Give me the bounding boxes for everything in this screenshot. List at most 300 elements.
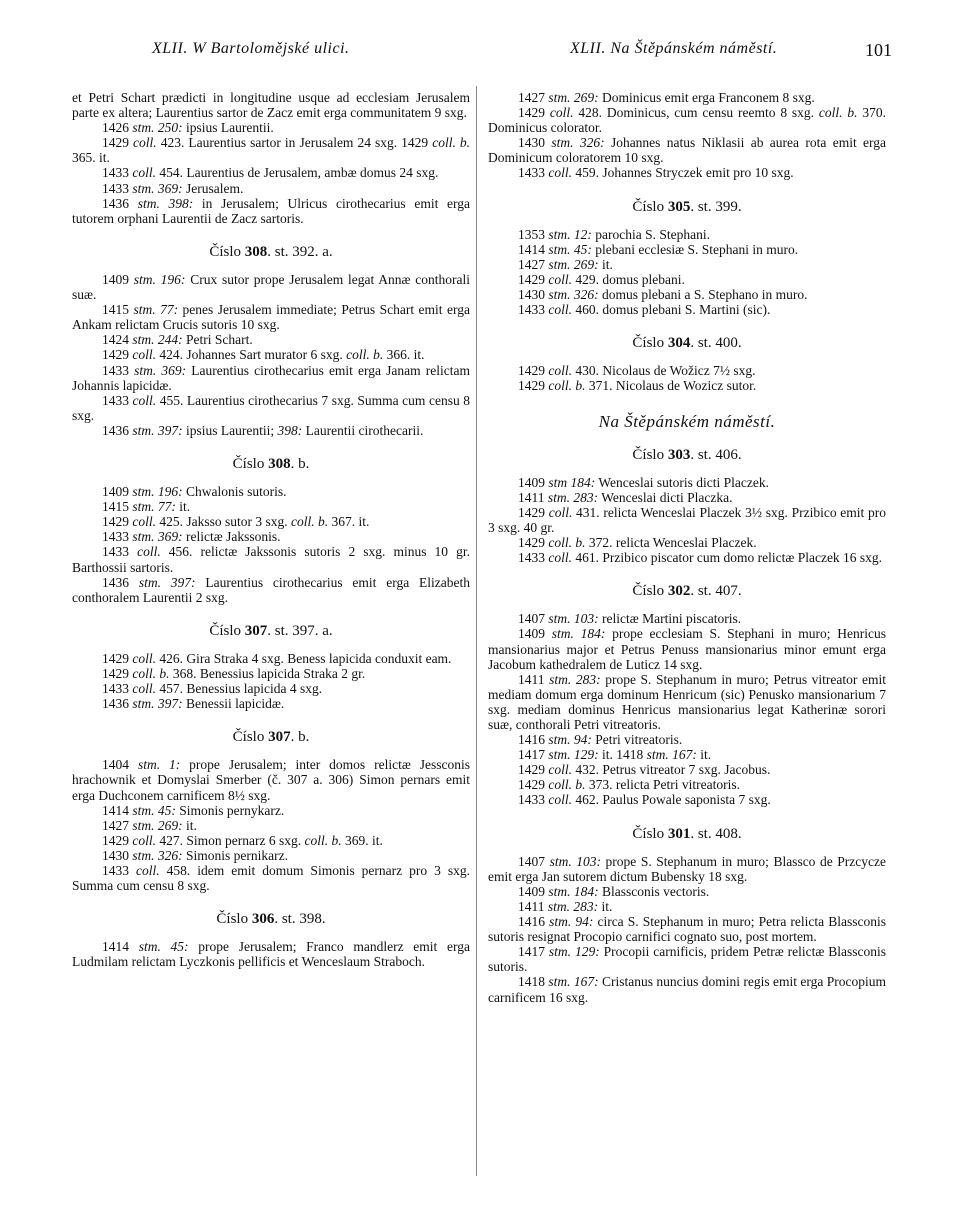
source-reference: stm. 103:	[548, 611, 599, 627]
source-reference: stm. 369:	[132, 529, 183, 545]
house-number-heading	[488, 827, 886, 842]
entry-text: 1429	[518, 271, 549, 287]
entry-text: 1353	[518, 226, 549, 242]
column-divider	[476, 86, 477, 1176]
entry-paragraph	[488, 626, 886, 671]
entry-paragraph	[72, 181, 470, 196]
heading-number: 308	[244, 243, 268, 260]
source-reference: stm. 103:	[549, 853, 601, 869]
entry-text: 1429	[102, 135, 134, 151]
source-reference: coll.	[548, 302, 572, 318]
left-column	[72, 90, 470, 970]
entry-text: 1433	[102, 165, 133, 181]
heading-label: Číslo	[232, 729, 265, 746]
entry-paragraph	[72, 90, 470, 120]
entry-paragraph	[488, 535, 886, 550]
heading-number: 308	[268, 455, 291, 472]
entry-text: 428. Dominicus, cum censu reemto 8 sxg.	[573, 105, 819, 121]
source-reference: coll. b.	[548, 777, 586, 793]
entry-text: 371. Nicolaus de Wozicz sutor.	[585, 378, 757, 394]
entry-text: prope ecclesiam S. Stephani in muro; Henricus mansionarius major et Petrus Penuss mansionarius minor emunt erga Jacobum kathedralem de Luticz 14 sxg.	[488, 626, 887, 672]
source-reference: stm. 167:	[548, 974, 599, 990]
entry-text: 1430	[102, 847, 133, 863]
entry-text: Crux sutor prope Jerusalem legat Annæ conthorali suæ.	[72, 271, 471, 303]
heading-label: Číslo	[632, 583, 665, 600]
source-reference: 398:	[277, 422, 303, 438]
entry-text: Dominicus emit erga Franconem 8 sxg.	[598, 90, 815, 105]
entry-paragraph	[72, 332, 470, 347]
entry-text: 455. Laurentius cirothecarius 7 sxg. Summa cum censu 8 sxg.	[72, 392, 470, 423]
entry-text: 430. Nicolaus de Wožicz 7½ sxg.	[572, 363, 756, 379]
entry-text: prope S. Stephanum in muro; Petrus vitreator emit mediam domum erga dominum Henricum (sic) Penusko mansionarium 7 sxg. mediam dominus Henricus mansionarius legat Katherinæ sorori suæ, conthorali Petri vitreatoris.	[488, 671, 887, 732]
entry-text: 429. domus plebani.	[572, 271, 685, 287]
entry-text: plebani ecclesiæ S. Stephani in muro.	[591, 241, 799, 257]
source-reference: stm. 269:	[548, 256, 599, 272]
entry-text: Petri vitreatoris.	[591, 732, 683, 748]
entry-text: 1429	[102, 347, 133, 363]
source-reference: stm. 129:	[548, 944, 600, 960]
entry-text: 1416	[518, 732, 549, 748]
entry-text: 1433	[102, 544, 138, 560]
entry-text: 1427	[518, 90, 549, 105]
entry-text: 1416	[518, 914, 550, 930]
entry-paragraph	[488, 611, 886, 626]
entry-text: 1429	[518, 105, 550, 121]
entry-text: Simonis pernikarz.	[182, 847, 288, 863]
entry-paragraph	[488, 287, 886, 302]
entry-text: 454. Laurentius de Jerusalem, ambæ domus 24 sxg.	[156, 165, 439, 181]
entry-text: 1424	[102, 332, 133, 348]
house-number-heading	[488, 336, 886, 351]
house-number-heading	[488, 200, 886, 215]
entry-text: 369. it.	[341, 832, 383, 848]
entry-text: Petri Schart.	[182, 332, 253, 348]
entry-paragraph	[488, 475, 886, 490]
source-reference: stm. 398:	[137, 195, 194, 211]
entry-paragraph	[488, 302, 886, 317]
entry-paragraph	[72, 302, 470, 332]
entry-text: 1429	[518, 363, 549, 379]
entry-text: it. 1418	[598, 747, 647, 763]
entry-text: 459. Johannes Stryczek emit pro 10 sxg.	[572, 165, 794, 181]
heading-label: Číslo	[632, 335, 665, 352]
source-reference: stm 184:	[548, 474, 596, 490]
entry-paragraph	[72, 666, 470, 681]
entry-paragraph	[72, 833, 470, 848]
entry-text: Wenceslai sutoris dicti Placzek.	[595, 474, 769, 490]
entry-text: 1433	[102, 681, 133, 697]
source-reference: stm. 129:	[548, 747, 599, 763]
entry-text: 426. Gira Straka 4 sxg. Beness lapicida conduxit eam.	[156, 650, 452, 666]
source-reference: coll.	[548, 504, 573, 520]
entry-text: 460. domus plebani S. Martini (sic).	[572, 302, 771, 318]
source-reference: coll.	[132, 650, 156, 666]
entry-text: 1417	[518, 747, 549, 763]
entry-paragraph	[488, 884, 886, 899]
entry-text: it.	[598, 898, 613, 914]
entry-text: 1429	[518, 504, 549, 520]
entry-paragraph	[488, 272, 886, 287]
heading-rest: . st. 392. a.	[267, 243, 333, 260]
source-reference: coll. b.	[548, 535, 586, 551]
entry-text: 1415	[102, 302, 134, 318]
source-reference: coll. b.	[346, 347, 384, 363]
entry-text: 373. relicta Petri vitreatoris.	[585, 777, 740, 793]
heading-rest: . st. 406.	[690, 446, 742, 463]
source-reference: coll.	[548, 165, 572, 181]
entry-paragraph	[488, 490, 886, 505]
source-reference: stm. 167:	[646, 747, 697, 763]
source-reference: stm. 326:	[548, 287, 599, 303]
source-reference: stm. 45:	[132, 802, 176, 818]
entry-paragraph	[72, 272, 470, 302]
entry-text: 423. Laurentius sartor in Jerusalem 24 sxg. 1429	[156, 135, 433, 151]
entry-text: ipsius Laurentii;	[182, 422, 278, 438]
heading-rest: . b.	[290, 729, 310, 746]
entry-paragraph	[488, 165, 886, 180]
entry-text: 1411	[518, 489, 548, 505]
source-reference: stm. 326:	[551, 135, 605, 151]
entry-text: circa S. Stephanum in muro; Petra relicta Blassconis sutoris resignat Procopio carnifici cognato suo, post mortem.	[488, 914, 887, 945]
entry-paragraph	[72, 135, 470, 165]
source-reference: stm. 283:	[547, 898, 599, 914]
source-reference: coll.	[132, 514, 156, 530]
entry-paragraph	[72, 651, 470, 666]
entry-text: 1427	[518, 256, 549, 272]
source-reference: coll.	[132, 347, 156, 363]
entry-text: prope S. Stephanum in muro; Blassco de Przcycze emit erga Jan sutorem dictum Bubensky 18 sxg.	[488, 853, 887, 884]
entry-paragraph	[72, 681, 470, 696]
entry-text: 1418	[518, 974, 549, 990]
entry-paragraph	[488, 974, 886, 1004]
source-reference: stm. 397:	[138, 574, 196, 590]
heading-rest: . st. 400.	[690, 335, 742, 352]
heading-number: 301	[667, 825, 691, 842]
source-reference: stm. 269:	[132, 817, 183, 833]
entry-paragraph	[72, 484, 470, 499]
entry-text: 372. relicta Wenceslai Placzek.	[585, 535, 757, 551]
entry-text: 367. it.	[328, 514, 370, 530]
source-reference: stm. 196:	[133, 271, 186, 287]
heading-rest: . b.	[290, 455, 310, 472]
entry-text: Cristanus nuncius domini regis emit erga Procopium carnificem 16 sxg.	[488, 974, 887, 1005]
heading-number: 307	[268, 729, 291, 746]
entry-paragraph	[488, 747, 886, 762]
entry-text: prope Jerusalem; Franco mandlerz emit erga Ludmilam relictam Lyczkonis pellificis et Wenceslaum Straboch.	[72, 939, 470, 970]
entry-paragraph	[488, 899, 886, 914]
entry-text: 1409	[518, 626, 552, 642]
entry-text: 425. Jaksso sutor 3 sxg.	[156, 514, 292, 530]
house-number-heading	[488, 448, 886, 463]
entry-paragraph	[72, 499, 470, 514]
entry-paragraph	[488, 914, 886, 944]
entry-text: ipsius Laurentii.	[182, 120, 274, 136]
entry-paragraph	[488, 363, 886, 378]
entry-paragraph	[72, 696, 470, 711]
entry-paragraph	[488, 242, 886, 257]
source-reference: stm. 45:	[548, 241, 592, 257]
page-number: 101	[865, 40, 892, 60]
source-reference: stm. 94:	[549, 914, 594, 930]
entry-text: 1436	[102, 696, 133, 712]
entry-text: Simonis pernykarz.	[175, 802, 285, 818]
source-reference: coll. b.	[818, 105, 858, 121]
source-reference: coll.	[548, 762, 572, 778]
source-reference: coll.	[137, 544, 161, 560]
right-column	[488, 90, 886, 1005]
heading-label: Číslo	[632, 825, 665, 842]
entry-text: prope Jerusalem; inter domos relictæ Jessconis hrachownik et Domyslai Smerber (č. 307 a. 306) Simon pernars emit erga Duchconem carnificem 8½ sxg.	[72, 757, 471, 803]
entry-text: 461. Przibico piscator cum domo relictæ Placzek 16 sxg.	[572, 550, 883, 566]
source-reference: coll.	[548, 271, 572, 287]
source-reference: coll.	[548, 550, 572, 566]
entry-paragraph	[72, 363, 470, 393]
entry-text: Jerusalem.	[182, 180, 244, 196]
heading-rest: . st. 397. a.	[267, 622, 333, 639]
entry-text: 1409	[518, 883, 549, 899]
source-reference: coll.	[548, 363, 572, 379]
house-number-heading	[72, 457, 470, 472]
entry-paragraph	[488, 105, 886, 135]
source-reference: stm. 244:	[132, 332, 183, 348]
source-reference: coll. b.	[132, 666, 170, 681]
entry-paragraph	[488, 762, 886, 777]
entry-text: 1433	[518, 550, 549, 566]
house-number-heading	[72, 245, 470, 260]
entry-paragraph	[488, 378, 886, 393]
source-reference: stm. 397:	[132, 422, 183, 438]
entry-text: 432. Petrus vitreator 7 sxg. Jacobus.	[572, 762, 771, 778]
source-reference: stm. 45:	[138, 939, 189, 955]
entry-text: in Jerusalem; Ulricus cirothecarius emit erga tutorem orphani Laurentii de Zacz sartoris.	[72, 195, 471, 226]
source-reference: stm. 184:	[551, 626, 606, 642]
source-reference: stm. 397:	[132, 696, 183, 712]
entry-text: 366. it.	[383, 347, 425, 363]
entry-paragraph	[488, 732, 886, 747]
entry-paragraph	[72, 863, 470, 893]
entry-text: it.	[598, 256, 613, 272]
entry-text: 1429	[102, 832, 133, 848]
entry-paragraph	[72, 544, 470, 574]
heading-number: 305	[667, 198, 691, 215]
house-number-heading	[72, 730, 470, 745]
entry-text: it.	[182, 817, 197, 833]
entry-text: 1409	[102, 271, 134, 287]
heading-number: 303	[667, 446, 691, 463]
heading-rest: . st. 407.	[690, 583, 742, 600]
source-reference: coll.	[549, 105, 574, 121]
entry-text: 1433	[518, 302, 549, 318]
entry-text: 1433	[102, 392, 133, 408]
entry-text: 1429	[518, 378, 549, 394]
entry-text: Procopii carnificis, pridem Petræ relictæ Blassconis sutoris.	[488, 944, 887, 975]
heading-label: Číslo	[216, 911, 249, 928]
entry-text: 427. Simon pernarz 6 sxg.	[156, 832, 305, 848]
source-reference: stm. 369:	[132, 180, 183, 196]
entry-paragraph	[488, 672, 886, 732]
running-header	[72, 40, 892, 70]
entry-text: 1404	[102, 757, 138, 773]
entry-text: Johannes natus Niklasii ab aurea rota emit erga Dominicum coloratorem 10 sxg.	[488, 135, 887, 166]
entry-paragraph	[488, 135, 886, 165]
entry-text: 1414	[518, 241, 549, 257]
entry-text: 1409	[518, 474, 549, 490]
entry-text: Chwalonis sutoris.	[182, 484, 287, 500]
entry-paragraph	[72, 347, 470, 362]
entry-paragraph	[72, 165, 470, 180]
entry-paragraph	[72, 120, 470, 135]
entry-text: it.	[175, 499, 191, 515]
entry-text: 1436	[102, 195, 138, 211]
source-reference: coll.	[133, 135, 157, 151]
source-reference: coll. b.	[304, 832, 342, 848]
entry-text: 456. relictæ Jakssonis sutoris 2 sxg. minus 10 gr. Barthossii sartoris.	[72, 544, 470, 575]
source-reference: stm. 269:	[548, 90, 599, 105]
entry-text: 365. it.	[72, 150, 110, 166]
entry-text: 1433	[518, 792, 549, 808]
entry-text: domus plebani a S. Stephano in muro.	[598, 287, 808, 303]
entry-paragraph	[488, 550, 886, 565]
entry-paragraph	[488, 854, 886, 884]
entry-text: it.	[696, 747, 712, 763]
entry-text: 1429	[518, 777, 549, 793]
source-reference: coll. b.	[432, 135, 471, 151]
entry-text: 1429	[102, 666, 133, 681]
entry-paragraph	[72, 514, 470, 529]
entry-text: 1430	[518, 135, 552, 151]
entry-text: 1433	[102, 863, 136, 879]
entry-paragraph	[72, 393, 470, 423]
heading-rest: . st. 408.	[690, 825, 742, 842]
entry-text: 457. Benessius lapicida 4 sxg.	[156, 681, 323, 697]
entry-paragraph	[488, 944, 886, 974]
entry-text: 1427	[102, 817, 133, 833]
source-reference: stm. 94:	[548, 732, 592, 748]
house-number-heading	[72, 624, 470, 639]
entry-text: 1426	[102, 120, 133, 136]
entry-text: 370. Dominicus colorator.	[488, 105, 887, 136]
entry-paragraph	[72, 803, 470, 818]
heading-label: Číslo	[632, 446, 665, 463]
entry-text: Laurentii cirothecarii.	[302, 422, 424, 438]
entry-text: 1414	[102, 802, 133, 818]
street-heading: Na Štěpánském náměstí.	[598, 411, 776, 431]
source-reference: stm. 12:	[548, 226, 592, 242]
heading-number: 306	[251, 911, 275, 928]
entry-text: 1436	[102, 422, 133, 438]
entry-paragraph	[488, 90, 886, 105]
source-reference: stm. 250:	[132, 120, 183, 136]
entry-text: Wenceslai dicti Placzka.	[598, 489, 733, 505]
entry-text: 1417	[518, 944, 549, 960]
entry-text: Benessii lapicidæ.	[182, 696, 285, 712]
entry-text: parochia S. Stephani.	[591, 226, 710, 242]
source-reference: coll.	[132, 681, 156, 697]
source-reference: stm. 1:	[137, 757, 181, 773]
heading-number: 304	[667, 335, 691, 352]
heading-number: 307	[244, 622, 268, 639]
entry-text: relictæ Jakssonis.	[182, 529, 281, 545]
entry-text: relictæ Martini piscatoris.	[598, 611, 742, 627]
heading-number: 302	[667, 583, 691, 600]
source-reference: coll.	[548, 792, 572, 808]
entry-text: penes Jerusalem immediate; Petrus Schart emit erga Ankam relictam Crucis sutoris 10 sxg.	[72, 302, 470, 333]
source-reference: coll. b.	[291, 514, 329, 530]
entry-text: 1411	[518, 898, 548, 914]
source-reference: stm. 77:	[132, 499, 176, 515]
source-reference: coll.	[132, 832, 156, 848]
entry-text: 1407	[518, 853, 550, 869]
source-reference: stm. 184:	[548, 883, 599, 899]
source-reference: coll. b.	[548, 378, 586, 394]
entry-paragraph	[72, 196, 470, 226]
entry-text: 1429	[102, 650, 133, 666]
entry-paragraph	[72, 939, 470, 969]
entry-paragraph	[72, 575, 470, 605]
entry-text: 1429	[102, 514, 133, 530]
entry-text: 368. Benessius lapicida Straka 2 gr.	[169, 666, 366, 681]
entry-text: et Petri Schart prædicti in longitudine usque ad ecclesiam Jerusalem parte ex altera; Laurentius sartor de Zacz emit erga communitatem 9 sxg.	[72, 90, 470, 121]
source-reference: stm. 77:	[133, 302, 179, 318]
entry-text: 1407	[518, 611, 549, 627]
entry-text: 1429	[518, 762, 549, 778]
entry-text: 1433	[102, 362, 135, 378]
entry-paragraph	[72, 423, 470, 438]
source-reference: stm. 326:	[132, 847, 183, 863]
entry-text: 458. idem emit domum Simonis pernarz pro 3 sxg. Summa cum censu 8 sxg.	[72, 863, 470, 894]
source-reference: coll.	[132, 392, 157, 408]
entry-text: 1430	[518, 287, 549, 303]
heading-rest: . st. 398.	[274, 911, 326, 928]
entry-text: 1436	[102, 574, 139, 590]
source-reference: coll.	[132, 165, 156, 181]
header-left-title: XLII. W Bartolomějské ulici.	[152, 40, 350, 57]
entry-text: 1409	[102, 484, 133, 500]
heading-label: Číslo	[209, 622, 241, 639]
entry-text: 431. relicta Wenceslai Placzek 3½ sxg. Przibico emit pro 3 sxg. 40 gr.	[488, 504, 886, 535]
header-right-title: XLII. Na Štěpánském náměstí.	[570, 40, 778, 57]
heading-label: Číslo	[209, 243, 241, 260]
entry-paragraph	[72, 848, 470, 863]
source-reference: stm. 196:	[132, 484, 183, 500]
entry-paragraph	[488, 227, 886, 242]
source-reference: stm. 283:	[549, 671, 601, 687]
source-reference: stm. 283:	[547, 489, 599, 505]
entry-text: 424. Johannes Sart murator 6 sxg.	[156, 347, 347, 363]
entry-paragraph	[488, 257, 886, 272]
source-reference: stm. 369:	[134, 362, 187, 378]
house-number-heading	[488, 584, 886, 599]
entry-text: 1433	[102, 180, 133, 196]
entry-text: 462. Paulus Powale saponista 7 sxg.	[572, 792, 771, 808]
entry-paragraph	[72, 757, 470, 802]
entry-text: 1429	[518, 535, 549, 551]
heading-label: Číslo	[232, 455, 265, 472]
source-reference: coll.	[136, 863, 160, 879]
entry-paragraph	[488, 505, 886, 535]
entry-text: 1414	[102, 939, 139, 955]
entry-paragraph	[72, 529, 470, 544]
entry-text: 1433	[102, 529, 133, 545]
entry-text: Blassconis vectoris.	[598, 883, 710, 899]
heading-rest: . st. 399.	[690, 198, 742, 215]
entry-paragraph	[488, 777, 886, 792]
entry-text: Laurentius cirothecarius emit erga Elizabeth conthoralem Laurentii 2 sxg.	[72, 574, 471, 605]
entry-paragraph	[488, 792, 886, 807]
house-number-heading	[72, 912, 470, 927]
entry-paragraph	[72, 818, 470, 833]
entry-text: Laurentius cirothecarius emit erga Janam relictam Johannis lapicidæ.	[72, 362, 471, 393]
